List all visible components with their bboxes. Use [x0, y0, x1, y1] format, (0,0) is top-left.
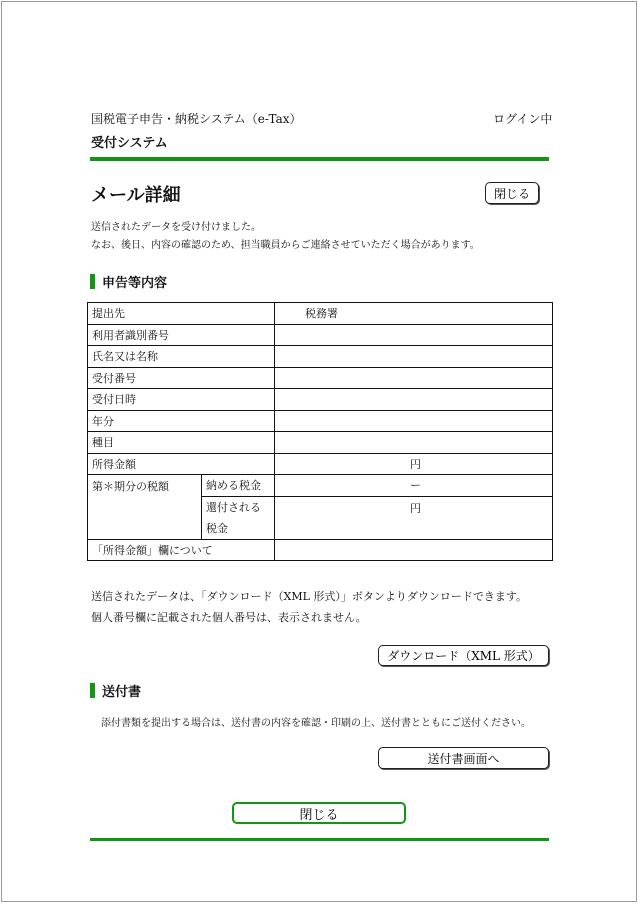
system-name: 国税電子申告・納税システム（e-Tax）: [91, 112, 302, 126]
label-year: 年分: [88, 410, 275, 432]
value-income: 円: [275, 453, 553, 475]
section-heading-text: 送付書: [102, 685, 142, 700]
label-tax-pay: 納める税金: [202, 475, 275, 497]
header-divider: [90, 157, 549, 161]
value-item: [275, 432, 553, 454]
label-receipt-date: 受付日時: [88, 389, 275, 411]
table-row: [88, 410, 553, 432]
message-line-1: 送信されたデータを受け付けました。: [91, 222, 261, 233]
declaration-table: [87, 302, 553, 561]
close-button-top[interactable]: 閉じる: [485, 182, 539, 204]
download-xml-button[interactable]: ダウンロード（XML 形式）: [378, 645, 549, 666]
table-row: [88, 346, 553, 368]
message-line-2: なお、後日、内容の確認のため、担当職員からご連絡させていただく場合があります。: [91, 240, 480, 251]
label-user-id: 利用者識別番号: [88, 324, 275, 346]
value-year: [275, 410, 553, 432]
table-row: [88, 367, 553, 389]
table-row: [88, 432, 553, 454]
label-submit-to: 提出先: [88, 303, 275, 325]
table-row: [88, 475, 553, 497]
cover-letter-description: 添付書類を提出する場合は、送付書の内容を確認・印刷の上、送付書とともにご送付ください。: [101, 718, 531, 729]
label-tax-refund-line1: 還付される: [206, 500, 261, 514]
value-user-id: [275, 324, 553, 346]
subsystem-name: 受付システム: [91, 136, 168, 151]
download-note-line-2: 個人番号欄に記載された個人番号は、表示されません。: [91, 611, 367, 624]
label-receipt-no: 受付番号: [88, 367, 275, 389]
table-row: [88, 453, 553, 475]
label-income-note: 「所得金額」欄について: [88, 539, 275, 561]
value-name: [275, 346, 553, 368]
section-heading-declaration: [90, 272, 167, 291]
table-row: [88, 389, 553, 411]
section-heading-cover-letter: [90, 681, 141, 700]
label-tax-refund-line2: 税金: [206, 521, 228, 535]
section-marker: [90, 274, 95, 289]
value-tax-refund: 円: [275, 496, 553, 539]
label-name: 氏名又は名称: [88, 346, 275, 368]
download-note-line-1: 送信されたデータは、「ダウンロード（XML 形式）」ボタンよりダウンロードできます。: [91, 590, 528, 603]
value-receipt-no: [275, 367, 553, 389]
value-income-note: [275, 539, 553, 561]
section-heading-text: 申告等内容: [102, 276, 168, 291]
page-title: メール詳細: [91, 185, 181, 206]
footer-divider: [90, 838, 549, 841]
table-row: [88, 324, 553, 346]
value-tax-pay: ー: [275, 475, 553, 497]
label-item: 種目: [88, 432, 275, 454]
table-row: [88, 303, 553, 325]
label-income: 所得金額: [88, 453, 275, 475]
label-tax-period: 第＊期分の税額: [88, 475, 202, 540]
login-status: ログイン中: [493, 112, 553, 126]
value-receipt-date: [275, 389, 553, 411]
cover-letter-screen-button[interactable]: 送付書画面へ: [378, 747, 549, 769]
table-row: [88, 539, 553, 561]
label-tax-refund: [202, 496, 275, 539]
section-marker: [90, 683, 95, 698]
close-button-bottom[interactable]: 閉じる: [232, 802, 406, 824]
value-submit-to: 税務署: [275, 303, 553, 325]
